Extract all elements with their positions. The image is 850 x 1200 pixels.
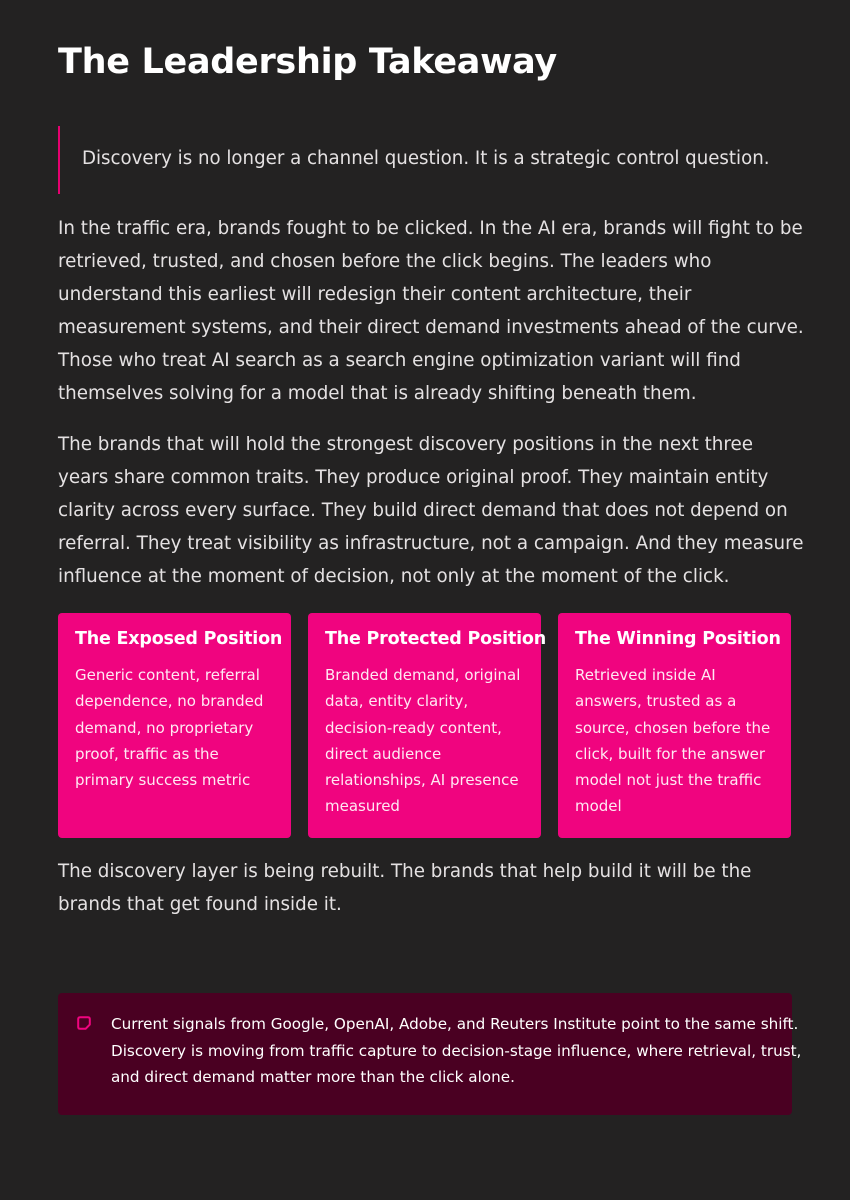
card-line: click, built for the answer bbox=[575, 744, 766, 763]
position-cards bbox=[58, 613, 792, 838]
card-line: measured bbox=[325, 797, 400, 816]
paragraph-line: clarity across every surface. They build direct demand that does not depend on bbox=[58, 500, 788, 521]
card-line: Branded demand, original bbox=[325, 666, 521, 684]
card-line: direct audience bbox=[325, 744, 442, 763]
pull-quote-text: Discovery is no longer a channel question. It is a strategic control question. bbox=[82, 148, 770, 169]
card-line: proof, traffic as the bbox=[75, 744, 219, 763]
card-line: Retrieved inside AI bbox=[575, 666, 716, 684]
comment-icon bbox=[77, 1016, 91, 1030]
card-line: Generic content, referral bbox=[75, 666, 260, 684]
callout-note bbox=[58, 993, 802, 1115]
card-protected-position bbox=[308, 613, 547, 838]
callout-line: Current signals from Google, OpenAI, Adobe, and Reuters Institute point to the same shift. bbox=[111, 1015, 799, 1033]
card-body bbox=[575, 662, 775, 820]
card-line: relationships, AI presence bbox=[325, 771, 519, 790]
paragraph-line: referral. They treat visibility as infrastructure, not a campaign. And they measure bbox=[58, 533, 804, 554]
card-body bbox=[75, 662, 275, 793]
card-title: The Exposed Position bbox=[75, 629, 283, 649]
callout-line: and direct demand matter more than the click alone. bbox=[111, 1068, 515, 1086]
paragraph-line: influence at the moment of decision, not only at the moment of the click. bbox=[58, 566, 730, 587]
paragraph-line: The brands that will hold the strongest discovery positions in the next three bbox=[58, 434, 753, 455]
card-line: model bbox=[575, 797, 622, 816]
card-title: The Winning Position bbox=[575, 629, 781, 649]
paragraph-line: understand this earliest will redesign their content architecture, their bbox=[58, 284, 692, 305]
page-title: The Leadership Takeaway bbox=[58, 42, 557, 82]
paragraph-line: years share common traits. They produce original proof. They maintain entity bbox=[58, 467, 769, 488]
paragraph-3 bbox=[58, 855, 798, 921]
paragraph-2 bbox=[58, 428, 804, 593]
paragraph-line: In the traffic era, brands fought to be clicked. In the AI era, brands will fight to be bbox=[58, 218, 803, 239]
paragraph-line: retrieved, trusted, and chosen before the click begins. The leaders who bbox=[58, 251, 712, 272]
card-line: dependence, no branded bbox=[75, 692, 264, 711]
paragraph-line: The discovery layer is being rebuilt. The brands that help build it will be the bbox=[58, 861, 752, 882]
card-line: data, entity clarity, bbox=[325, 692, 469, 711]
card-line: answers, trusted as a bbox=[575, 692, 737, 711]
card-exposed-position bbox=[58, 613, 291, 838]
paragraph-line: brands that get found inside it. bbox=[58, 894, 342, 915]
card-body bbox=[325, 662, 525, 820]
paragraph-line: measurement systems, and their direct demand investments ahead of the curve. bbox=[58, 317, 804, 338]
paragraph-line: Those who treat AI search as a search engine optimization variant will find bbox=[58, 350, 741, 371]
card-title: The Protected Position bbox=[325, 629, 547, 649]
card-line: decision-ready content, bbox=[325, 718, 502, 737]
callout-text bbox=[111, 1011, 801, 1091]
pull-quote bbox=[58, 126, 792, 194]
card-line: model not just the traffic bbox=[575, 771, 762, 790]
callout-line: Discovery is moving from traffic capture to decision-stage influence, where retrieval, trust, bbox=[111, 1041, 802, 1060]
card-winning-position bbox=[558, 613, 791, 838]
card-line: source, chosen before the bbox=[575, 718, 771, 737]
paragraph-line: themselves solving for a model that is already shifting beneath them. bbox=[58, 383, 697, 404]
card-line: primary success metric bbox=[75, 771, 251, 790]
card-line: demand, no proprietary bbox=[75, 718, 254, 737]
paragraph-1 bbox=[58, 212, 804, 410]
